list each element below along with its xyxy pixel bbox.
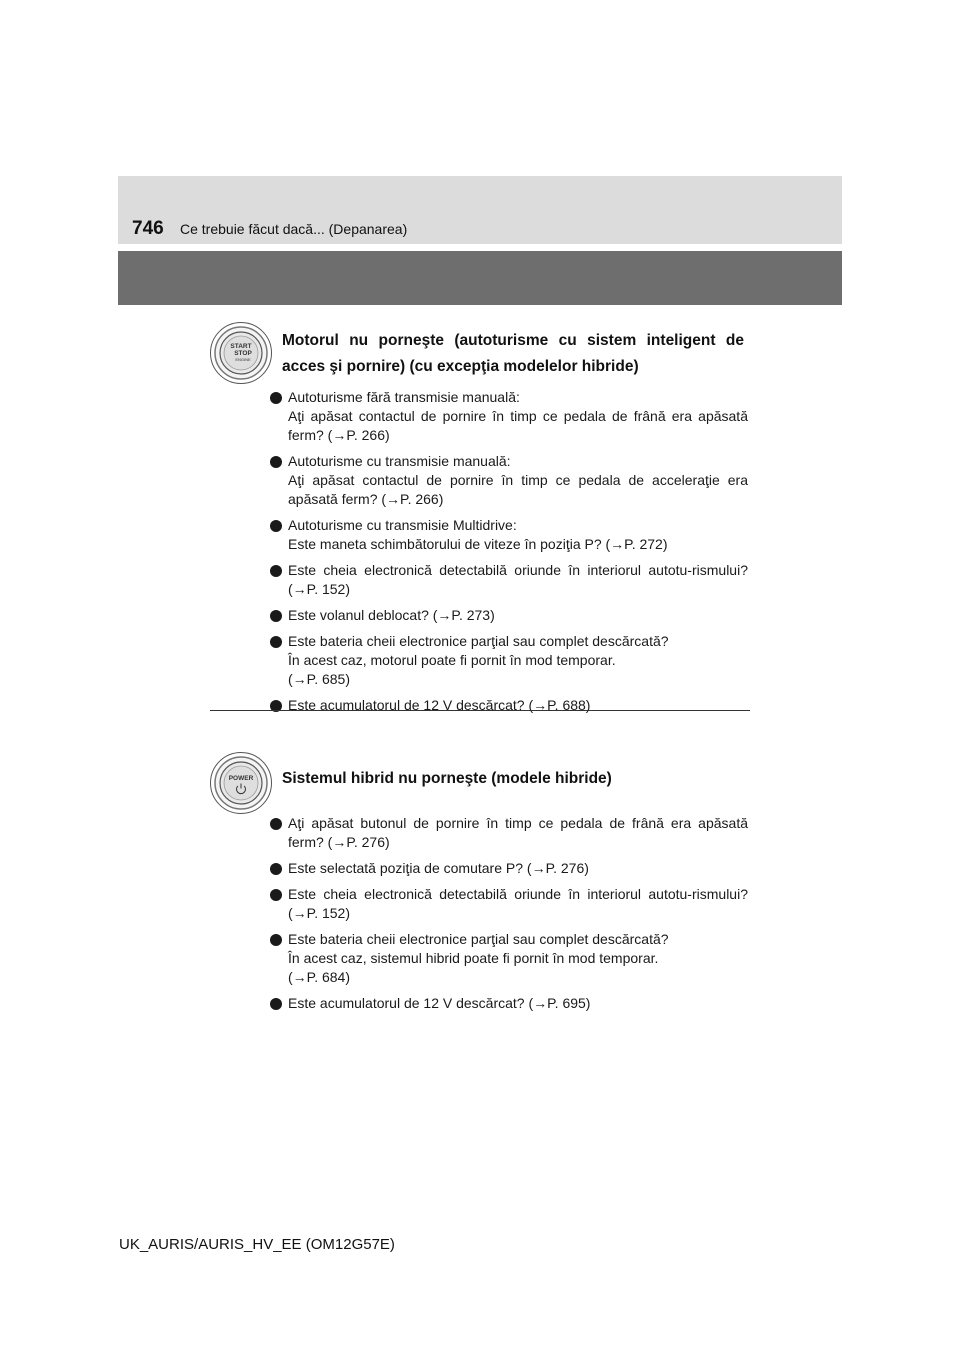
list-item-text: Este bateria cheii electronice parţial sau complet descărcată? În acest caz, motorul poate fi pornit în mod temporar. (→P. 685)	[288, 633, 669, 687]
section-title: Sistemul hibrid nu porneşte (modele hibride)	[282, 770, 612, 787]
power-button-icon	[210, 752, 272, 814]
bullet-icon	[270, 818, 282, 830]
list-item-text: Este bateria cheii electronice parţial sau complet descărcată? În acest caz, sistemul hibrid poate fi pornit în mod temporar. (→P. 684)	[288, 931, 669, 985]
list-item	[270, 452, 748, 509]
list-item	[270, 930, 748, 987]
bullet-icon	[270, 520, 282, 532]
list-item	[270, 696, 748, 715]
list-item	[270, 814, 748, 852]
section-title: Motorul nu porneşte (autoturisme cu sistem inteligent de acces şi pornire) (cu excepţia modelelor hibride)	[282, 332, 744, 375]
bullet-icon	[270, 863, 282, 875]
bullet-icon	[270, 934, 282, 946]
bullet-icon	[270, 456, 282, 468]
list-item-text: Aţi apăsat butonul de pornire în timp ce pedala de frână era apăsată ferm? (→P. 276)	[288, 815, 748, 850]
manual-code: UK_AURIS/AURIS_HV_EE (OM12G57E)	[119, 1236, 395, 1253]
icon-label-engine: ENGINE	[235, 357, 251, 362]
list-item	[270, 388, 748, 445]
bullet-icon	[270, 998, 282, 1010]
list-item	[270, 859, 748, 878]
list-item	[270, 885, 748, 923]
icon-label-power: POWER	[228, 775, 254, 782]
list-item-text: Este volanul deblocat? (→P. 273)	[288, 607, 495, 623]
list-item-text: Autoturisme fără transmisie manuală: Aţi apăsat contactul de pornire în timp ce pedala de frână era apăsată ferm? (→P. 266)	[288, 389, 748, 443]
list-item-text: Autoturisme cu transmisie Multidrive: Este maneta schimbătorului de viteze în poziţia P? (→P. 272)	[288, 517, 668, 552]
header-band	[118, 176, 842, 244]
list-item	[270, 561, 748, 599]
icon-label-stop: STOP	[234, 350, 252, 357]
list-item-text: Autoturisme cu transmisie manuală: Aţi apăsat contactul de pornire în timp ce pedala de acceleraţie era apăsată ferm? (→P. 266)	[288, 453, 748, 507]
list-item-text: Este acumulatorul de 12 V descărcat? (→P. 695)	[288, 995, 591, 1011]
bullet-icon	[270, 392, 282, 404]
bullet-icon	[270, 636, 282, 648]
checklist	[270, 814, 748, 1020]
list-item-text: Este acumulatorul de 12 V descărcat? (→P. 688)	[288, 697, 591, 713]
section-banner-bar	[118, 251, 842, 305]
list-item	[270, 606, 748, 625]
section-divider	[210, 710, 750, 711]
page-number: 746	[132, 218, 164, 239]
bullet-icon	[270, 889, 282, 901]
bullet-icon	[270, 610, 282, 622]
list-item	[270, 516, 748, 554]
list-item	[270, 632, 748, 689]
start-stop-engine-button-icon	[210, 322, 272, 384]
checklist	[270, 388, 748, 722]
list-item-text: Este selectată poziţia de comutare P? (→P. 276)	[288, 860, 589, 876]
chapter-title: Ce trebuie făcut dacă... (Depanarea)	[180, 221, 408, 237]
bullet-icon	[270, 565, 282, 577]
icon-label-start: START	[230, 343, 252, 350]
list-item-text: Este cheia electronică detectabilă oriunde în interiorul autotu-rismului? (→P. 152)	[288, 562, 748, 597]
list-item	[270, 994, 748, 1013]
list-item-text: Este cheia electronică detectabilă oriunde în interiorul autotu-rismului? (→P. 152)	[288, 886, 748, 921]
